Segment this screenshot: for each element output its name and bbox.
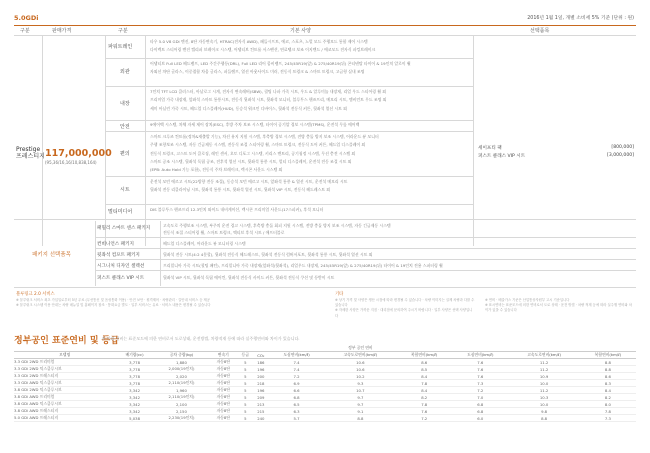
table-row [14, 401, 636, 408]
table-cell: 196 [253, 387, 268, 394]
table-cell: 5.7 [269, 415, 325, 422]
table-cell: 2,110(19인치) [154, 394, 209, 401]
divider [95, 270, 636, 271]
table-cell: 3.8 GDi AWD 프리미엄 [14, 394, 115, 401]
spec-powertrain: 타우 5.0 V8 GDi 엔진, 8단 자동변속기, HTRAC(전자식 AWD), 패들시프트, 에코, 스포츠, 노멀 모드 주행모드 통합 제어 시스템 다이렉트 스티어링 엔진 캘리퍼 브레이크 시스템, 어댑티브 컨트롤 서스펜션, 연료탱크 보조 이지엔드 / 에코모드 전자식 파킹브레이크 [150, 39, 376, 53]
divider [42, 35, 43, 246]
table-cell: 7.6 [396, 408, 452, 415]
table-cell: 3,778 [115, 373, 154, 380]
fuel-col-header: 도심연비(km/ℓ) [452, 352, 508, 359]
table-row [14, 373, 636, 380]
table-cell: 11.2 [508, 366, 580, 373]
table-cell: 8.2 [396, 394, 452, 401]
table-cell: 10.0 [508, 380, 580, 387]
spec-interior: 7인치 TFT LCD 클러스터, 아날로그 시계, 전자식 변속레버(SBW), 퀼팅 나파 가죽 시트, 우드 & 알루미늄 내장재, 리얼 우드 스티어링 휠 외 프리미엄 가죽 내장재, 앞좌석 스마트 통풍시트, 전동식 뒷좌석 시트, 뒷좌석 모니터, 블루투스 핸즈프리, 메모리 시트, 앰비언트 무드 조명 외 세미 아닐린 가죽 시트, 헤드업 디스플레이(HUD), 동승석 워크인 디바이스, 뒷좌석 전동식 커튼, 뒷좌석 열선 시트 외 [150, 89, 387, 111]
table-cell: 2,000(19인치) [154, 366, 209, 373]
table-cell: 7.0 [452, 394, 508, 401]
table-cell: 9.7 [325, 394, 397, 401]
table-cell: 자동8단 [209, 408, 238, 415]
table-cell: 2,150 [154, 408, 209, 415]
group-interior: 내장 [120, 101, 130, 107]
table-row [14, 366, 636, 373]
table-row [14, 394, 636, 401]
trim-name: Prestige 프레스티지 [16, 146, 45, 160]
divider [95, 259, 636, 260]
option-safety-pack-price: [800,000] [611, 145, 634, 150]
table-cell: 10.6 [325, 366, 397, 373]
option-vip-seat-price: [3,000,000] [607, 153, 634, 158]
table-cell: 3.3 GDi AWD 익스클루시브 [14, 380, 115, 387]
table-cell: 3,342 [115, 401, 154, 408]
table-cell: 2,230(19인치) [154, 415, 209, 422]
package-section-title: 패키지 선택품목 [32, 252, 71, 258]
table-cell: 7.3 [580, 415, 636, 422]
other-note-text: ※ 상기 가격 및 사양은 생산 시점에 따라 변경될 수 있습니다 · 차량 이미지는 실제 차량과 다를 수 있습니다 ※ 자세한 사항은 가까운 지점 · 대리점에 문의하여 주시기 바랍니다 · 일부 사양은 선택 사양입니다 [335, 298, 475, 318]
package-signature-design-desc: 프리밀니아 가죽 시트(퀼팅 패턴), 프리밀니아 가죽 내장재(앞좌석/뒷좌석), 리얼우드 내장재, 245/45R19(앞) & 275/40R19(뒤) 타이어 & 19인치 전용 스퍼터링 휠 [163, 263, 443, 268]
table-cell: 3,778 [115, 366, 154, 373]
table-cell: 240 [253, 415, 268, 422]
divider [160, 221, 161, 286]
table-cell: 8.4 [396, 373, 452, 380]
table-cell: 6.8 [452, 408, 508, 415]
option-safety-pack: 세이프티 팩 [478, 146, 502, 151]
divider [473, 35, 474, 246]
table-cell: 3.8 GDi AWD 프레스티지 [14, 408, 115, 415]
table-cell: 2,100 [154, 401, 209, 408]
spec-exterior: 어댑티브 Full LED 헤드램프, LED 주간주행등(DRL), Full LED 리어 콤비램프, 245/45R19(앞) & 275/40R19(뒤) 콘티넨탈 타이어 & 19인치 알로이 휠 자외선 차단 글라스, 이중접합 차음 글라스, 퍼들램프, 열선 아웃사이드 미러, 전동식 트렁크 & 스마트 트렁크, 고급형 실내 조명 [150, 61, 411, 75]
model-title: 5.0GDi [14, 14, 39, 22]
table-cell: 5 [238, 366, 254, 373]
bluelink-note-text: ※ 블루링크 서비스 최초 가입일로부터 5년 무료 (무선통신 및 음성통화 이용) · 안전 보안 · 원격제어 · 차량관리 · 길안내 서비스 등 제공 ※ 블루링크 시스템 이용 안내는 차량 매뉴얼 및 홈페이지 참조 · 통화요금 별도 · 일부 서비스는 유료 · 서비스 내용은 변경될 수 있습니다 [16, 298, 211, 308]
package-rear-comfort: 뒷좌석 컴포트 패키지 [97, 253, 140, 258]
table-cell: 1,960 [154, 387, 209, 394]
package-rear-comfort-desc: 뒷좌석 전동 시트(4:2 4분할), 뒷좌석 전동식 헤드레스트, 뒷좌석 전동식 럼버서포트, 뒷좌석 통풍 시트, 뒷좌석 열선 시트 외 [163, 252, 373, 257]
table-cell: 9.8 [508, 408, 580, 415]
package-smart-sense-desc: 고속도로 주행보조 시스템, 부주의 운전 경고 시스템, 후측방 충돌 회피 지원 시스템, 전방 충돌 방지 보조 시스템, 자동 긴급제동 시스템 전동식 조절 스티어링 휠, 스마트 트렁크, 액티브 후석 시트 / 애프터블로 [163, 223, 391, 235]
table-cell: 7.4 [269, 359, 325, 366]
table-cell: 5 [238, 373, 254, 380]
table-cell: 8.0 [580, 401, 636, 408]
table-cell: 5 [238, 380, 254, 387]
option-vip-seat: 퍼스트 클래스 VIP 시트 [478, 154, 526, 159]
table-cell: 5 [238, 401, 254, 408]
divider [105, 58, 473, 59]
table-cell: 10.0 [508, 401, 580, 408]
fuel-col-header: 고속도로연비(km/ℓ) [325, 352, 397, 359]
table-cell: 8.8 [580, 366, 636, 373]
header-trim: 구분 [20, 28, 30, 34]
table-cell: 자동8단 [209, 401, 238, 408]
table-cell: 8.6 [580, 373, 636, 380]
divider [95, 221, 96, 286]
table-cell: 10.7 [325, 387, 397, 394]
spec-seat: 운전석 모던 에르고 시트(22방향 전동 조절), 동승석 모던 에르고 시트, 앞좌석 통풍 & 열선 시트, 운전석 메모리 시트 뒷좌석 전동 리클라이닝 시트, 뒷좌석 통풍 시트, 뒷좌석 열선 시트, 뒷좌석 VIP 시트, 전동식 헤드레스트 외 [150, 179, 348, 193]
group-safety: 안전 [120, 124, 130, 130]
table-cell: 5 [238, 415, 254, 422]
fuel-col-header: 복합연비(km/ℓ) [580, 352, 636, 359]
table-cell: 자동8단 [209, 373, 238, 380]
table-cell: 10.6 [325, 359, 397, 366]
bluelink-note-title: 블루링크 2.0 서비스 [16, 292, 55, 297]
table-cell: 3.3 GDi 2WD 프리미엄 [14, 359, 115, 366]
table-cell: 6.0 [452, 415, 508, 422]
table-cell: 11.2 [508, 387, 580, 394]
table-cell: 8.3 [580, 380, 636, 387]
divider [105, 35, 106, 246]
table-cell: 5,038 [115, 415, 154, 422]
table-cell: 8.5 [396, 366, 452, 373]
package-first-class-vip-desc: 뒷좌석 VIP 시트, 뒷좌석 독립 에어컨, 뒷좌석 전동식 사이드 커튼, 뒷좌석 전동식 쿠션 및 등받이 시트 [163, 275, 335, 280]
table-cell: 9.7 [325, 401, 397, 408]
table-cell: 200 [253, 373, 268, 380]
fuel-col-header: 등급 [238, 352, 254, 359]
divider [105, 86, 473, 87]
group-convenience: 편의 [120, 151, 130, 157]
table-cell: 3.3 GDi 2WD 프레스티지 [14, 373, 115, 380]
table-cell: 5.0 GDi AWD 프레스티지 [14, 415, 115, 422]
table-cell: 6.3 [269, 408, 325, 415]
fuel-col-header: 복합연비(km/ℓ) [396, 352, 452, 359]
table-cell: 186 [253, 359, 268, 366]
fuel-table-body [14, 359, 636, 422]
table-cell: 자동8단 [209, 415, 238, 422]
fuel-col-header: CO₂ [253, 352, 268, 359]
table-cell: 7.2 [269, 373, 325, 380]
fuel-group-header: 정부 공인 연비 [269, 345, 453, 352]
table-cell: 10.3 [508, 394, 580, 401]
header-group: 구분 [118, 28, 128, 34]
table-cell: 9.1 [325, 408, 397, 415]
table-cell: 6.8 [452, 401, 508, 408]
fuel-table-header [14, 352, 636, 359]
table-cell: 10.9 [508, 373, 580, 380]
divider [14, 219, 636, 220]
table-cell: 8.8 [580, 359, 636, 366]
divider [105, 176, 473, 177]
table-cell: 8.8 [508, 415, 580, 422]
table-cell: 3,342 [115, 394, 154, 401]
table-cell: 3,778 [115, 359, 154, 366]
fuel-col-header: 공차 중량(kg) [154, 352, 209, 359]
package-signature-design: 시그니처 디자인 셀렉션 [97, 264, 145, 269]
table-cell: 자동8단 [209, 387, 238, 394]
header-price: 판매가격 [52, 28, 72, 34]
fuel-col-header: 모델명 [14, 352, 115, 359]
package-smart-sense: 패밀리 스마트 센스 패키지 [97, 226, 151, 231]
fuel-section-subtitle: ※ 아래 연비는 표준모드에 의한 연비로서 도로상태, 운전방법, 차량적재 등에 따라 실주행연비와 차이가 있습니다. [102, 336, 300, 341]
table-cell: 3,342 [115, 408, 154, 415]
table-cell: 자동8단 [209, 366, 238, 373]
divider [14, 35, 636, 36]
table-cell: 8.2 [580, 394, 636, 401]
group-exterior: 외관 [120, 69, 130, 75]
group-multimedia: 멀티미디어 [108, 209, 133, 215]
table-cell: 8.8 [325, 415, 397, 422]
package-convenience: 컨비니언스 패키지 [97, 242, 134, 247]
table-row [14, 408, 636, 415]
divider [95, 248, 636, 249]
divider [145, 35, 146, 246]
table-row [14, 387, 636, 394]
table-cell: 7.4 [269, 366, 325, 373]
other-note-title: 기타 [335, 292, 344, 297]
spec-convenience: 스마트 크루즈 컨트롤(정차&재출발 기능), 차선 유지 지원 시스템, 후측방 경보 시스템, 전방 충돌 방지 보조 시스템, 어라운드 뷰 모니터 주행 조향보조 시스템, 자동 긴급제동 시스템, 전동식 조절 스티어링 휠, 스마트 트렁크, 전동식 도어 커튼, 헤드업 디스플레이 외 전동식 트렁크, 고스트 도어 클로징, 레인 센서, 오토 디포그 시스템, 키리스 엔트리, 공기청정 시스템, 무선 충전 시스템 외 스마트 공조 시스템, 뒷좌석 독립 공조, 전후석 열선 시트, 뒷좌석 통풍 시트, 멀티 디스플레이, 운전석 전동 조절 시트 외 (EPB: Auto Hold 기능 포함), 전동식 주차 브레이크, 렉시콘 사운드 시스템 외 [150, 134, 379, 173]
table-cell: 7.6 [452, 366, 508, 373]
header-spec: 기본 사양 [290, 28, 311, 34]
package-first-class-vip: 퍼스트 클래스 VIP 시트 [97, 276, 145, 281]
table-cell: 7.6 [452, 359, 508, 366]
group-seat: 시트 [120, 187, 130, 193]
trim-price: 117,000,000 [45, 148, 112, 159]
table-cell: 3,778 [115, 380, 154, 387]
table-cell: 8.6 [396, 359, 452, 366]
table-cell: 11.2 [508, 359, 580, 366]
table-cell: 215 [253, 408, 268, 415]
spec-multimedia: DIS 블루투스 핸즈프리 12.3인치 와이드 내비게이션, 렉시콘 프리미엄 사운드(17스피커), 후석 모니터 [150, 207, 324, 212]
table-cell: 6.6 [269, 387, 325, 394]
divider [105, 204, 473, 205]
table-cell: 3.8 GDi AWD 익스클루시브 [14, 401, 115, 408]
divider [14, 25, 636, 26]
table-cell: 196 [253, 366, 268, 373]
table-cell: 213 [253, 401, 268, 408]
fuel-col-header: 변속기 [209, 352, 238, 359]
table-cell: 3.8 GDi 2WD 익스클루시브 [14, 387, 115, 394]
table-cell: 6.5 [269, 401, 325, 408]
table-cell: 8.4 [396, 387, 452, 394]
table-cell: 209 [253, 394, 268, 401]
table-cell: 2,110(19인치) [154, 380, 209, 387]
table-cell: 자동8단 [209, 394, 238, 401]
table-cell: 3.3 GDi 2WD 익스클루시브 [14, 366, 115, 373]
table-cell: 7.8 [396, 401, 452, 408]
table-cell: 7.2 [396, 415, 452, 422]
divider [14, 287, 636, 288]
fuel-note-text: ※ 연비 · 배출가스 기준은 산업통상자원부 고시 기준입니다 ※ 표시연비는 표준모드에 의한 연비로서 도로 상태 · 운전 방법 · 차량 적재 등에 따라 실주행 연비와 차이가 있을 수 있습니다 [485, 298, 632, 313]
fuel-col-header: 도심연비(km/ℓ) [269, 352, 325, 359]
table-row [14, 380, 636, 387]
table-cell: 자동8단 [209, 380, 238, 387]
divider [105, 131, 473, 132]
table-cell: 7.6 [452, 373, 508, 380]
price-note: 2016년 1월 1일, 개별 소비세 5% 기준 (단위 : 원) [527, 16, 634, 21]
trim-price-breakdown: (95,36/16,16/10,838,164) [45, 160, 97, 165]
table-cell: 8.4 [580, 387, 636, 394]
table-cell: 7.3 [452, 380, 508, 387]
fuel-economy-table [14, 345, 636, 422]
table-cell: 10.2 [325, 373, 397, 380]
table-cell: 218 [253, 380, 268, 387]
spec-safety: 9에어백 시스템, 차체 자세 제어 장치(ESC), 후방 주차 보조 시스템, 타이어 공기압 경보 시스템(TPMS), 운전석 무릎 에어백 [150, 122, 360, 127]
table-cell: 1,880 [154, 359, 209, 366]
table-cell: 7.8 [580, 408, 636, 415]
table-cell: 5 [238, 408, 254, 415]
table-cell: 5 [238, 394, 254, 401]
fuel-section-title: 정부공인 표준연비 및 등급 [14, 336, 120, 346]
table-row [14, 359, 636, 366]
table-cell: 5 [238, 387, 254, 394]
table-cell: 6.8 [269, 394, 325, 401]
table-row [14, 415, 636, 422]
table-cell: 7.8 [396, 380, 452, 387]
fuel-col-header: 배기량(cc) [115, 352, 154, 359]
table-cell: 6.9 [269, 380, 325, 387]
table-cell: 자동8단 [209, 359, 238, 366]
table-cell: 9.3 [325, 380, 397, 387]
group-powertrain: 파워트레인 [108, 44, 133, 50]
table-cell: 7.2 [452, 387, 508, 394]
divider [95, 237, 636, 238]
fuel-col-header: 고속도로연비(km/ℓ) [508, 352, 580, 359]
table-cell: 5 [238, 359, 254, 366]
table-cell: 3,342 [115, 387, 154, 394]
table-cell: 2,020 [154, 373, 209, 380]
header-options: 선택품목 [530, 28, 550, 34]
package-convenience-desc: 헤드업 디스플레이, 어라운드 뷰 모니터링 시스템 [163, 241, 246, 246]
